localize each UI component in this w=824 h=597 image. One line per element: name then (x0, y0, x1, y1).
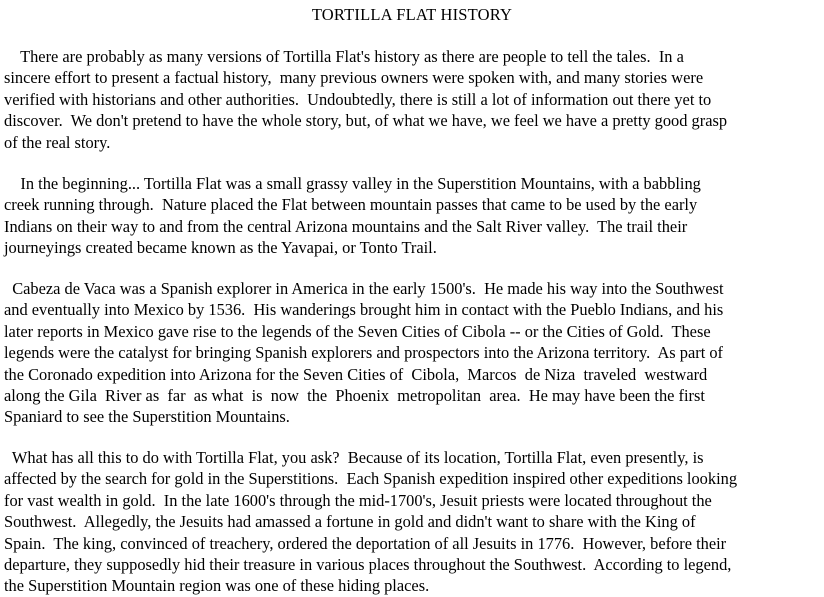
text-line: There are probably as many versions of Tortilla Flat's history as there are people to tell the tales. In a (4, 47, 684, 66)
text-line: Southwest. Allegedly, the Jesuits had amassed a fortune in gold and didn't want to share with the King of (4, 512, 696, 532)
text-line: legends were the catalyst for bringing Spanish explorers and prospectors into the Arizona territory. As part of (4, 343, 724, 363)
text-line: sincere effort to present a factual history, many previous owners were spoken with, and many stories were (4, 68, 704, 88)
paragraph-2 (0, 173, 824, 259)
text-line: creek running through. Nature placed the Flat between mountain passes that came to be used by the early (4, 195, 698, 215)
text-line: along the Gila River as far as what is now the Phoenix metropolitan area. He may have been the first (4, 386, 705, 406)
text-line: the Coronado expedition into Arizona for the Seven Cities of Cibola, Marcos de Niza traveled westward (4, 364, 708, 384)
text-line: discover. We don't pretend to have the whole story, but, of what we have, we feel we have a pretty good grasp (4, 111, 728, 131)
paragraph-4 (0, 447, 824, 597)
text-line: the Superstition Mountain region was one of these hiding places. (4, 576, 430, 596)
text-line: Spaniard to see the Superstition Mountains. (4, 407, 290, 427)
text-line: for vast wealth in gold. In the late 1600's through the mid-1700's, Jesuit priests were located throughout the (4, 490, 712, 510)
text-line: journeyings created became known as the Yavapai, or Tonto Trail. (4, 238, 437, 258)
page-title: TORTILLA FLAT HISTORY (311, 5, 513, 24)
text-line: later reports in Mexico gave rise to the legends of the Seven Cities of Cibola -- or the Cities of Gold. These (4, 321, 711, 341)
text-line: and eventually into Mexico by 1536. His wanderings brought him in contact with the Pueblo Indians, and his (4, 300, 724, 320)
paragraph-1 (0, 46, 824, 153)
text-line: affected by the search for gold in the Superstitions. Each Spanish expedition inspired other expeditions looking (4, 469, 738, 489)
text-line: verified with historians and other authorities. Undoubtedly, there is still a lot of information out there yet to (4, 89, 712, 109)
paragraph-3 (0, 278, 824, 428)
text-line: departure, they supposedly hid their treasure in various places throughout the Southwest. According to legend, (4, 555, 732, 575)
text-line: In the beginning... Tortilla Flat was a small grassy valley in the Superstition Mountains, with a babbling (4, 174, 701, 193)
text-line: Spain. The king, convinced of treachery, ordered the deportation of all Jesuits in 1776. However, before their (4, 533, 727, 553)
text-line: What has all this to do with Tortilla Flat, you ask? Because of its location, Tortilla Flat, even presently, is (4, 448, 704, 467)
text-line: Cabeza de Vaca was a Spanish explorer in America in the early 1500's. He made his way into the Southwest (4, 279, 724, 298)
text-line: Indians on their way to and from the central Arizona mountains and the Salt River valley. The trail their (4, 216, 688, 236)
text-line: of the real story. (4, 132, 111, 152)
